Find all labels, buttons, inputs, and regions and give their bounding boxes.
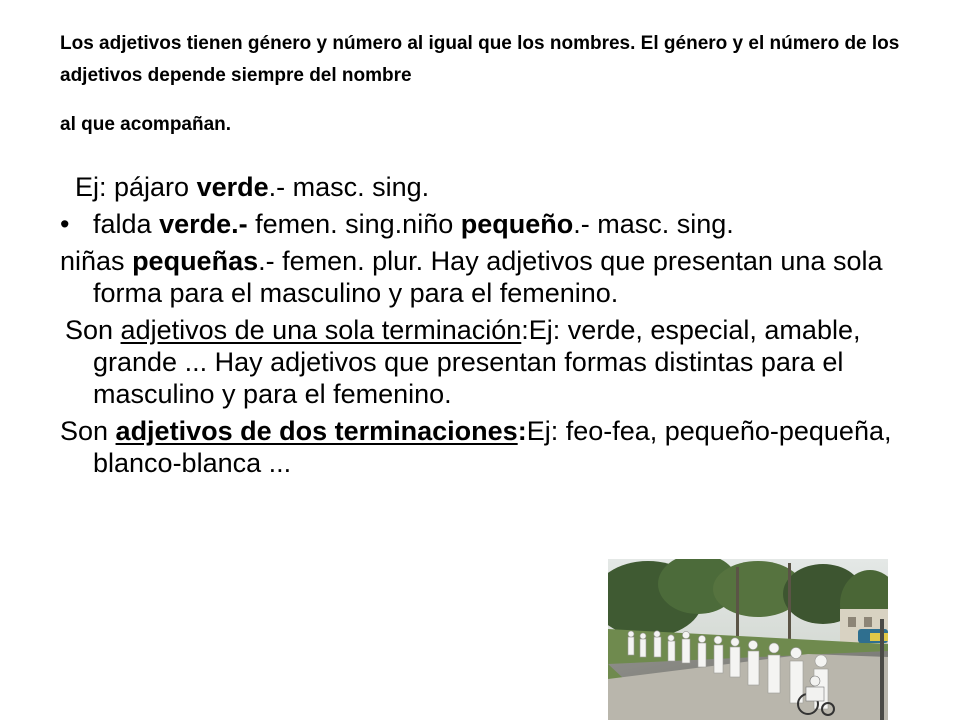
street-march-photo <box>608 559 888 720</box>
examples-body <box>60 171 920 484</box>
bullet-paragraph: • falda verde.- femen. sing.niño pequeño.- masc. sing. <box>60 209 734 239</box>
example-paragraph: Ej: pájaro verde.- masc. sing. <box>75 172 430 202</box>
plural-paragraph: niñas pequeñas.- femen. plur. Hay adjetivos que presentan una sola forma para el masculino y para el femenino. <box>60 246 883 308</box>
intro-line-1: Los adjetivos tienen género y número al igual que los nombres. El género y el número de los adjetivos depende siempre del nombre <box>60 33 900 86</box>
intro-line-2: al que acompañan. <box>60 114 232 135</box>
term-una-sola-terminacion: adjetivos de una sola terminación <box>120 315 522 345</box>
intro-heading <box>60 28 910 141</box>
single-ending-paragraph: Son adjetivos de una sola terminación:Ej: verde, especial, amable, grande ... Hay adjetivos que presentan formas distintas para el masculino y para el femenino. <box>65 315 861 409</box>
term-dos-terminaciones: adjetivos de dos terminaciones <box>115 416 518 446</box>
bullet-icon: • <box>60 209 70 239</box>
photo-illustration <box>608 559 888 720</box>
keyword-verde: verde <box>196 172 269 202</box>
two-endings-paragraph: Son adjetivos de dos terminaciones:Ej: feo-fea, pequeño-pequeña, blanco-blanca ... <box>60 416 892 478</box>
